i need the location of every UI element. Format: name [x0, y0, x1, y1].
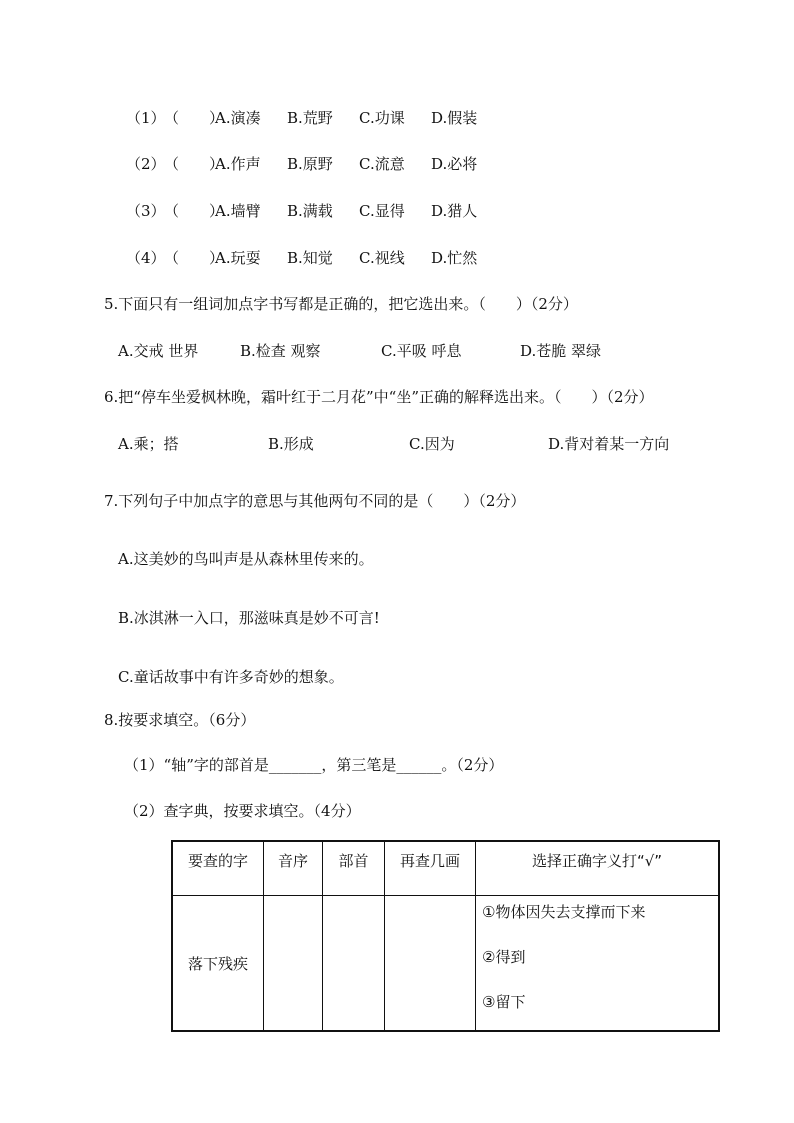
- q5-stem: 5.下面只有一组词加点字书写都是正确的，把它选出来。（ ）（2分）: [104, 295, 578, 313]
- q4-row-4-option-b: B.知觉: [287, 249, 333, 267]
- q5-option-a: A.交戒 世界: [118, 342, 199, 360]
- dictionary-lookup-table: [171, 840, 720, 1032]
- q5-option-d: D.苍脆 翠绿: [520, 342, 602, 360]
- q4-row-3-option-b: B.满载: [287, 202, 333, 220]
- q4-row-2-option-c: C.流意: [359, 155, 405, 173]
- stroke-count-cell[interactable]: [385, 896, 476, 1032]
- header-phonetic-order: 音序: [264, 841, 323, 896]
- q4-row-4-number: （4）: [126, 249, 166, 267]
- q4-row-2-option-b: B.原野: [287, 155, 333, 173]
- q4-row-3-option-c: C.显得: [359, 202, 405, 220]
- meaning-1[interactable]: ①物体因失去支撑而下来: [482, 903, 646, 921]
- q4-row-2-option-a: A.作声: [215, 155, 261, 173]
- q4-row-1-option-d: D.假装: [431, 109, 478, 127]
- meaning-3[interactable]: ③留下: [482, 993, 526, 1011]
- q8-sub1: （1）“轴”字的部首是_______，第三笔是______。（2分）: [124, 756, 504, 774]
- q4-row-1-number: （1）: [126, 109, 166, 127]
- q4-row-3-answer-blank: （ ）: [164, 202, 225, 220]
- q4-row-1-option-b: B.荒野: [287, 109, 333, 127]
- q7-option-b: B.冰淇淋一入口，那滋味真是妙不可言!: [118, 609, 380, 627]
- q5-option-c: C.平吸 呼息: [381, 342, 462, 360]
- q7-stem: 7.下列句子中加点字的意思与其他两句不同的是（ ）（2分）: [104, 492, 526, 510]
- q4-row-3-number: （3）: [126, 202, 166, 220]
- q7-option-a: A.这美妙的鸟叫声是从森林里传来的。: [118, 550, 374, 568]
- q6-option-b: B.形成: [268, 435, 314, 453]
- header-word: 要查的字: [172, 841, 264, 896]
- q6-stem: 6.把“停车坐爱枫林晚，霜叶红于二月花”中“坐”正确的解释选出来。（ ）（2分）: [104, 388, 654, 406]
- q4-row-1-option-c: C.功课: [359, 109, 405, 127]
- q4-row-2-number: （2）: [126, 155, 166, 173]
- q4-row-4-option-a: A.玩耍: [215, 249, 261, 267]
- q4-row-4-option-c: C.视线: [359, 249, 405, 267]
- header-radical: 部首: [323, 841, 385, 896]
- q6-option-d: D.背对着某一方向: [548, 435, 670, 453]
- table-header-row: [172, 841, 719, 896]
- q4-row-4-option-d: D.忙然: [431, 249, 478, 267]
- phonetic-order-cell[interactable]: [264, 896, 323, 1032]
- q8-stem: 8.按要求填空。（6分）: [104, 711, 256, 729]
- radical-cell[interactable]: [323, 896, 385, 1032]
- header-choose-meaning: 选择正确字义打“√”: [476, 841, 720, 896]
- q4-row-1-option-a: A.演凑: [215, 109, 261, 127]
- q4-row-4-answer-blank: （ ）: [164, 249, 225, 267]
- q4-row-3-option-d: D.猎人: [431, 202, 478, 220]
- q6-option-a: A.乘；搭: [118, 435, 179, 453]
- q4-row-1-answer-blank: （ ）: [164, 109, 225, 127]
- q5-option-b: B.检查 观察: [240, 342, 321, 360]
- q4-row-3-option-a: A.墙臂: [215, 202, 261, 220]
- q7-option-c: C.童话故事中有许多奇妙的想象。: [118, 668, 344, 686]
- q6-option-c: C.因为: [409, 435, 455, 453]
- q4-row-2-answer-blank: （ ）: [164, 155, 225, 173]
- meaning-2[interactable]: ②得到: [482, 948, 526, 966]
- table-row: [172, 896, 719, 1032]
- lookup-word: 落下残疾: [172, 896, 264, 1032]
- header-stroke-count: 再查几画: [385, 841, 476, 896]
- q8-sub2: （2）查字典，按要求填空。（4分）: [124, 802, 361, 820]
- q4-row-2-option-d: D.必将: [431, 155, 478, 173]
- meanings-cell: [476, 896, 720, 1032]
